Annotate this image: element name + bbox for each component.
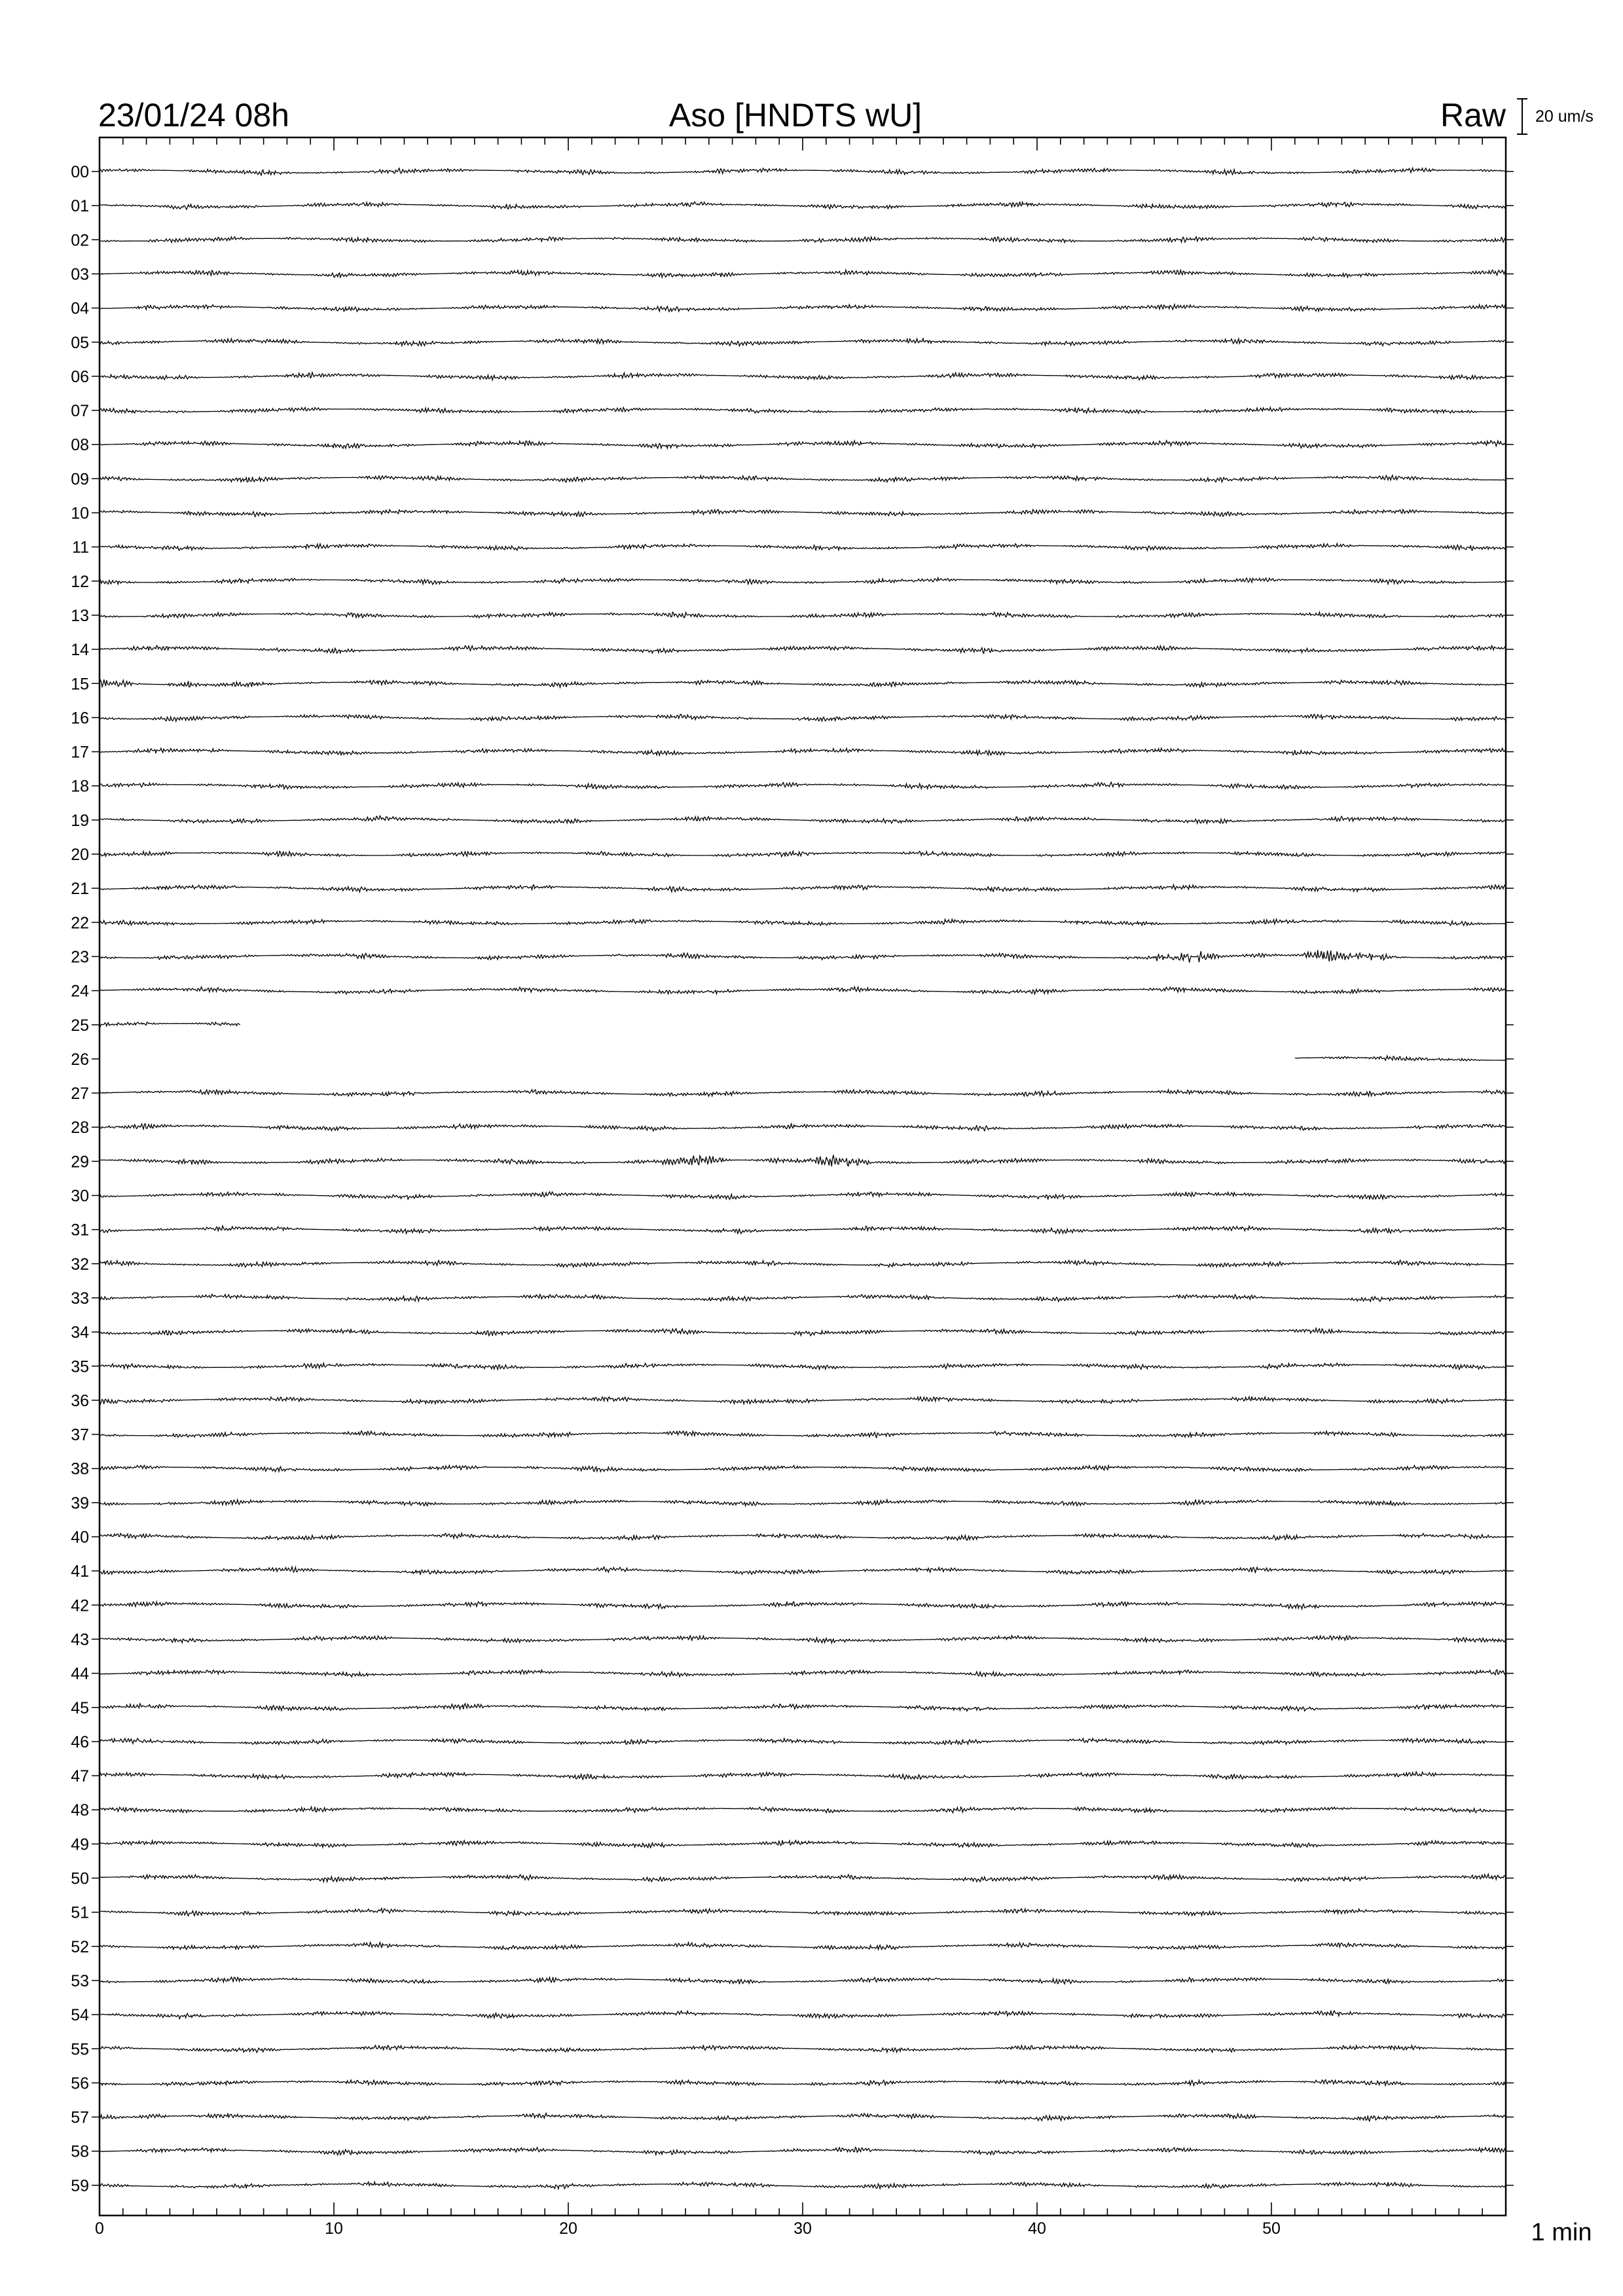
- row-label: 48: [71, 1801, 89, 1820]
- x-tick-label: 10: [325, 2219, 343, 2238]
- trace-row-38: [100, 1465, 1506, 1472]
- trace-row-20: [100, 852, 1506, 857]
- trace-row-39: [100, 1499, 1506, 1506]
- trace-row-09: [100, 475, 1506, 482]
- trace-row-57: [100, 2113, 1506, 2121]
- trace-row-45: [100, 1704, 1506, 1711]
- row-label: 16: [71, 709, 89, 728]
- row-label: 24: [71, 982, 89, 1001]
- row-label: 59: [71, 2176, 89, 2195]
- trace-row-11: [100, 543, 1506, 550]
- trace-row-06: [100, 372, 1506, 380]
- trace-row-13: [100, 612, 1506, 618]
- trace-row-05: [100, 338, 1506, 346]
- row-label: 50: [71, 1869, 89, 1888]
- row-label: 30: [71, 1187, 89, 1206]
- x-tick-label: 30: [793, 2219, 812, 2238]
- row-label: 31: [71, 1221, 89, 1240]
- x-tick-label: 20: [559, 2219, 577, 2238]
- row-labels: [71, 163, 1514, 2195]
- trace-row-53: [100, 1977, 1506, 1984]
- row-label: 04: [71, 299, 89, 318]
- amplitude-scale-bar: [1517, 99, 1527, 134]
- row-label: 15: [71, 675, 89, 694]
- row-label: 42: [71, 1596, 89, 1615]
- trace-row-15: [100, 679, 1506, 687]
- row-label: 14: [71, 641, 89, 660]
- trace-row-21: [100, 885, 1506, 892]
- row-label: 55: [71, 2040, 89, 2059]
- trace-row-31: [100, 1226, 1506, 1234]
- trace-row-08: [100, 440, 1506, 448]
- trace-row-01: [100, 202, 1506, 209]
- trace-row-27: [100, 1090, 1506, 1096]
- trace-row-16: [100, 714, 1506, 721]
- trace-row-37: [100, 1431, 1506, 1437]
- row-label: 46: [71, 1732, 89, 1751]
- trace-row-34: [100, 1328, 1506, 1336]
- trace-row-29: [100, 1155, 1506, 1166]
- trace-row-54: [100, 2011, 1506, 2019]
- x-tick-label: 40: [1028, 2219, 1046, 2238]
- row-label: 01: [71, 197, 89, 216]
- trace-row-58: [100, 2147, 1506, 2155]
- trace-row-46: [100, 1738, 1506, 1745]
- row-label: 25: [71, 1016, 89, 1035]
- row-label: 02: [71, 231, 89, 250]
- row-label: 00: [71, 163, 89, 181]
- row-label: 56: [71, 2074, 89, 2093]
- trace-row-00: [100, 168, 1506, 175]
- x-tick-labels: [95, 2219, 1281, 2238]
- row-label: 52: [71, 1937, 89, 1956]
- trace-row-33: [100, 1294, 1506, 1301]
- row-label: 49: [71, 1835, 89, 1854]
- bottom-ticks: [100, 2202, 1506, 2215]
- trace-row-48: [100, 1807, 1506, 1813]
- trace-row-12: [100, 578, 1506, 584]
- row-label: 09: [71, 470, 89, 489]
- row-label: 53: [71, 1971, 89, 1990]
- row-label: 12: [71, 572, 89, 591]
- row-label: 17: [71, 743, 89, 762]
- trace-row-10: [100, 509, 1506, 516]
- trace-row-36: [100, 1397, 1506, 1405]
- trace-row-04: [100, 304, 1506, 312]
- row-label: 11: [72, 538, 89, 557]
- row-label: 40: [71, 1528, 89, 1547]
- trace-row-42: [100, 1602, 1506, 1609]
- row-label: 47: [71, 1767, 89, 1786]
- row-label: 06: [71, 367, 89, 386]
- trace-row-51: [100, 1909, 1506, 1916]
- trace-row-47: [100, 1772, 1506, 1780]
- row-label: 33: [71, 1289, 89, 1308]
- row-label: 28: [71, 1119, 89, 1138]
- trace-row-22: [100, 919, 1506, 925]
- row-label: 37: [71, 1426, 89, 1444]
- x-unit-label: 1 min: [1531, 2219, 1592, 2246]
- row-label: 26: [71, 1050, 89, 1069]
- x-tick-label: 50: [1262, 2219, 1281, 2238]
- trace-row-02: [100, 237, 1506, 243]
- trace-row-18: [100, 782, 1506, 789]
- row-label: 05: [71, 333, 89, 352]
- trace-row-26: [1295, 1056, 1506, 1061]
- row-label: 39: [71, 1494, 89, 1513]
- row-label: 23: [71, 948, 89, 967]
- row-label: 20: [71, 846, 89, 864]
- plot-frame: [100, 137, 1506, 2215]
- row-label: 51: [71, 1903, 89, 1922]
- trace-row-28: [100, 1124, 1506, 1131]
- row-label: 07: [71, 402, 89, 421]
- top-ticks: [100, 137, 1506, 151]
- row-label: 27: [71, 1085, 89, 1103]
- row-label: 10: [71, 504, 89, 523]
- datetime-label: 23/01/24 08h: [98, 97, 289, 134]
- row-label: 22: [71, 914, 89, 933]
- row-label: 41: [71, 1562, 89, 1581]
- row-label: 34: [71, 1323, 89, 1342]
- station-title: Aso [HNDTS wU]: [668, 97, 922, 134]
- trace-row-52: [100, 1943, 1506, 1950]
- row-label: 13: [71, 606, 89, 625]
- mode-label: Raw: [1440, 97, 1506, 134]
- trace-row-19: [100, 816, 1506, 823]
- row-label: 03: [71, 265, 89, 284]
- trace-row-14: [100, 645, 1506, 653]
- row-label: 36: [71, 1391, 89, 1410]
- row-label: 57: [71, 2108, 89, 2127]
- row-label: 35: [71, 1357, 89, 1376]
- trace-row-23: [100, 950, 1506, 963]
- trace-row-43: [100, 1636, 1506, 1643]
- amplitude-scale-label: 20 um/s: [1535, 107, 1594, 126]
- trace-row-07: [100, 407, 1506, 413]
- row-label: 29: [71, 1153, 89, 1172]
- trace-row-30: [100, 1192, 1506, 1200]
- trace-row-25: [100, 1022, 240, 1027]
- trace-row-50: [100, 1874, 1506, 1882]
- row-label: 38: [71, 1460, 89, 1479]
- trace-row-17: [100, 748, 1506, 755]
- row-label: 21: [71, 880, 89, 899]
- row-label: 54: [71, 2006, 89, 2025]
- row-label: 18: [71, 777, 89, 796]
- trace-row-41: [100, 1567, 1506, 1575]
- row-label: 19: [71, 811, 89, 830]
- trace-row-35: [100, 1363, 1506, 1370]
- trace-row-40: [100, 1534, 1506, 1541]
- row-label: 32: [71, 1255, 89, 1274]
- trace-row-44: [100, 1670, 1506, 1677]
- trace-row-49: [100, 1840, 1506, 1848]
- trace-row-59: [100, 2182, 1506, 2189]
- row-label: 08: [71, 436, 89, 455]
- trace-row-55: [100, 2045, 1506, 2053]
- trace-row-03: [100, 270, 1506, 277]
- trace-row-32: [100, 1260, 1506, 1267]
- row-label: 44: [71, 1664, 89, 1683]
- row-label: 43: [71, 1630, 89, 1649]
- trace-row-56: [100, 2080, 1506, 2086]
- row-label: 45: [71, 1698, 89, 1717]
- row-label: 58: [71, 2142, 89, 2161]
- trace-row-24: [100, 987, 1506, 994]
- x-tick-label: 0: [95, 2219, 104, 2238]
- seismic-traces: [100, 168, 1506, 2189]
